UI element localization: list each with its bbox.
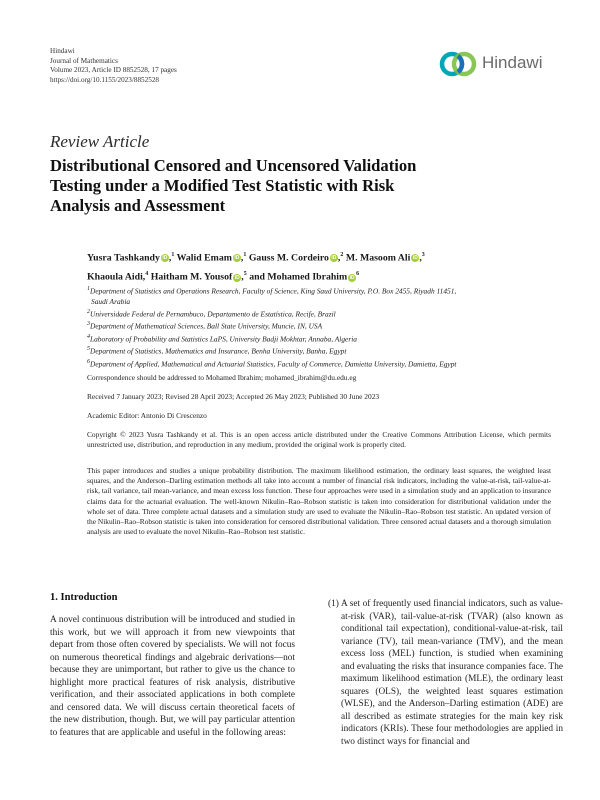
list-item: [328, 598, 563, 748]
author-name[interactable]: Haitham M. Yousof: [150, 271, 233, 283]
author-name[interactable]: M. Masoom Ali: [345, 252, 411, 264]
section-heading: 1. Introduction: [50, 592, 118, 603]
orcid-icon[interactable]: iD: [349, 274, 355, 281]
author-name[interactable]: and Mohamed Ibrahim: [249, 271, 348, 283]
doi-link[interactable]: https://doi.org/10.1155/2023/8852528: [50, 75, 160, 84]
author-affiliation-marker: 2: [340, 252, 344, 258]
dates-line: Received 7 January 2023; Revised 28 April 2023; Accepted 26 May 2023; Published 30 June 2023: [87, 392, 380, 401]
title-line: Testing under a Modified Test Statistic with Risk: [50, 176, 395, 195]
correspondence-line: Correspondence should be addressed to Mohamed Ibrahim; mohamed_ibrahim@du.edu.eg: [87, 373, 357, 382]
title-line: Distributional Censored and Uncensored Validation: [50, 156, 417, 175]
author-name[interactable]: Gauss M. Cordeiro: [248, 252, 329, 264]
affiliation-item-continued: Saudi Arabia: [91, 296, 131, 306]
title-line: Analysis and Assessment: [50, 196, 226, 215]
affiliation-item: $^6$Department of Applied, Mathematical and Actuarial Statistics, Faculty of Commerce, Damietta University, Damietta, Egypt: [87, 358, 457, 369]
article-type: Review Article: [50, 132, 150, 151]
author-affiliation-marker: 6: [356, 271, 360, 278]
volume-line: Volume 2023, Article ID 8852528, 17 pages: [50, 66, 177, 75]
orcid-icon[interactable]: iD: [331, 255, 337, 262]
copyright-notice: Copyright © 2023 Yusra Tashkandy et al. This is an open access article distributed under the Creative Commons Attribution License, which permits unrestricted use, distribution, and reproduction in any medium, provided the original work is properly cited.: [87, 430, 551, 450]
author-affiliation-marker: 5: [243, 271, 247, 278]
affiliation-item: $^4$Laboratory of Probability and Statistics LaPS, University Badji Mokhtar, Annaba, Algeria: [87, 333, 357, 344]
author-affiliation-marker: 3: [421, 252, 425, 258]
list-marker: (1): [328, 599, 339, 609]
affiliation-item: $^2$Universidade Federal de Pernambuco, Departamento de Estatística, Recife, Brazil: [87, 308, 336, 319]
affiliation-item: $^3$Department of Mathematical Sciences, Ball State University, Muncie, IN, USA: [87, 321, 323, 331]
author-affiliation-marker: 4: [145, 271, 149, 278]
author-name[interactable]: Yusra Tashkandy: [87, 252, 160, 264]
author-name[interactable]: Walid Emam: [176, 252, 232, 264]
intro-paragraph: A novel continuous distribution will be introduced and studied in this work, but we will approach it from new viewpoints that depart from those often covered by specialists. We will not focus on numerous theoretical findings and algebraic derivations—not because they are unimportant, but rather to give us the chance to highlight more practical features of risk analysis, distributive verification, and their associated applications in both complete and censored data. We will discuss certain theoretical facets of the new distribution, though. But, we will pay particular attention to features that are applicable and useful in the following areas:: [50, 615, 295, 738]
author-name[interactable]: Khaoula Aidi,: [87, 271, 146, 283]
author-affiliation-marker: 1: [171, 252, 175, 258]
orcid-icon[interactable]: iD: [412, 255, 418, 262]
journal-meta: [50, 47, 177, 85]
list-item-text: A set of frequently used financial indicators, such as value-at-risk (VAR), tail-value-at-risk (TVAR) (also known as conditional tail expectation), conditional-value-at-risk, tail variance (TV), tail mean-variance (TMV), and the mean excess loss (MEL) function, is studied when examining and evaluating the risks that insurance companies face. The maximum likelihood estimation (MLE), the ordinary least squares (OLS), the weighted least squares estimation (WLSE), and the Anderson–Darling estimation (ADE) are all described as estimate strategies for the main key risk indicators (KRIs). These four methodologies are applied in two distinct ways for financial and: [341, 599, 563, 747]
affiliation-list: [87, 284, 557, 369]
affiliation-item: $^1$Department of Statistics and Operations Research, Faculty of Science, King Saud University, P.O. Box 2455, Riyadh 11451,: [87, 286, 457, 296]
affiliation-item: $^5$Department of Statistics, Mathematics and Insurance, Benha University, Banha, Egypt: [87, 346, 347, 356]
journal-name: Journal of Mathematics: [50, 56, 118, 65]
orcid-icon[interactable]: iD: [162, 255, 168, 262]
publisher-name: Hindawi: [50, 47, 75, 55]
academic-editor: Academic Editor: Antonio Di Crescenzo: [87, 411, 207, 420]
hindawi-logo[interactable]: [438, 46, 558, 82]
article-title: [50, 156, 520, 216]
logo-wordmark: Hindawi: [482, 53, 543, 72]
orcid-icon[interactable]: iD: [234, 255, 240, 262]
hindawi-logo-icon: [438, 46, 480, 82]
author-list: Yusra Tashkandy iD ,$^1$ Walid Emam iD ,$^1$ Gauss M. Cordeiro iD ,$^2$ M. Masoom Ali iD ,$^3$ Khaoula Aidi,$^4$ Haitham M. Yousof iD ,$^5$ and Mohamed Ibrahim $iD^6$: [87, 252, 425, 283]
author-affiliation-marker: 1: [243, 252, 247, 258]
abstract: This paper introduces and studies a unique probability distribution. The maximum likelihood estimation, the ordinary least squares, the weighted least squares, and the Anderson–Darling estimation methods all take into account a number of financial risk indicators, including the value-at-risk, tail-value-at-risk, tail variance, tail mean-variance, and mean excess loss function. These four approaches were used in a simulation study and an application to insurance claims data for the actuarial evaluation. The well-known Nikulin–Rao–Robson statistic is taken into consideration for distributional validation under the whole set of data. Three complete actual datasets and a simulation study are used to evaluate the Nikulin–Rao–Robson test statistic. An updated version of the Nikulin–Rao–Robson statistic is taken into consideration for censored distributional validation. Three censored actual datasets and a thorough simulation analysis are used to evaluate the novel Nikulin–Rao–Robson test statistic.: [87, 466, 551, 537]
orcid-icon[interactable]: iD: [234, 274, 240, 281]
